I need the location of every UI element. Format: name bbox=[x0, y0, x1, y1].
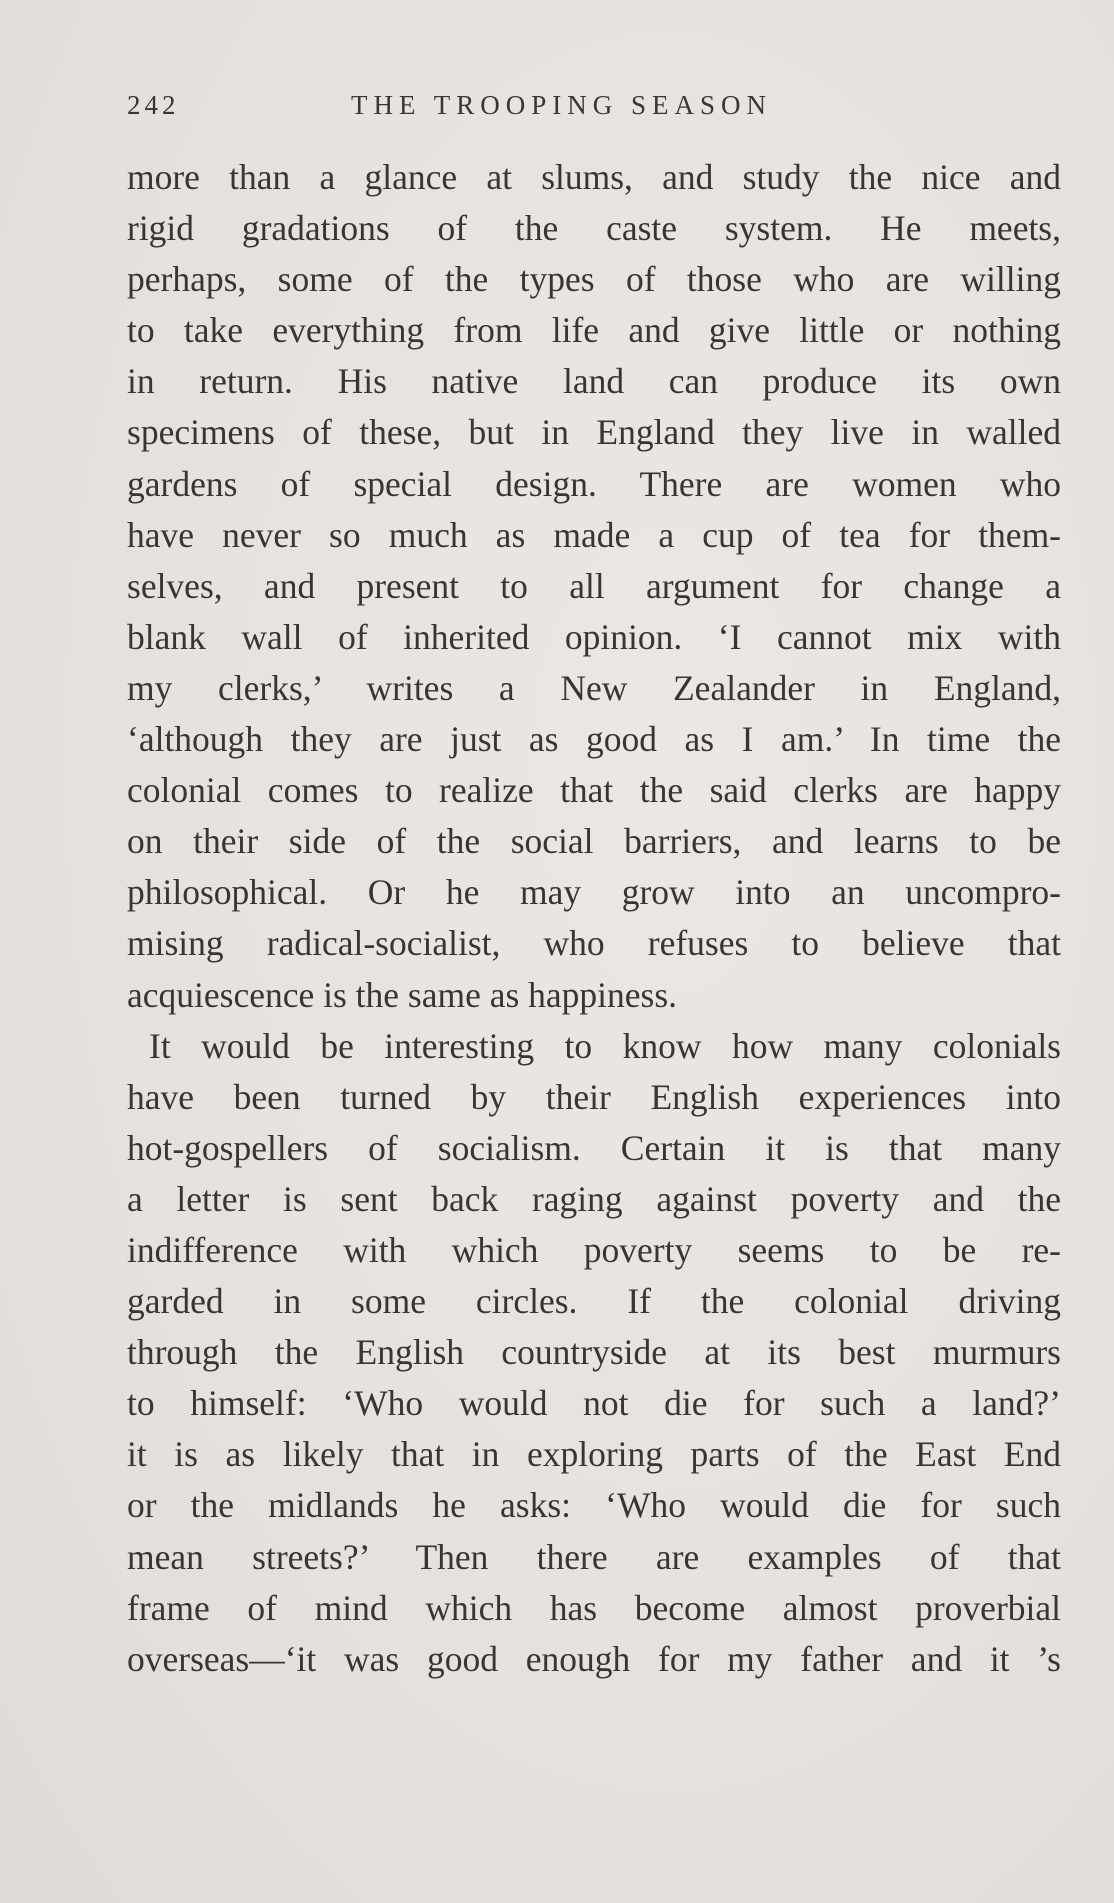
page-number: 242 bbox=[127, 90, 180, 120]
text-line: through the English countryside at its best murmurs bbox=[127, 1332, 1061, 1373]
text-line: to take everything from life and give little or nothing bbox=[127, 310, 1061, 351]
text-line: perhaps, some of the types of those who are willing bbox=[127, 259, 1061, 300]
text-line: or the midlands he asks: ‘Who would die for such bbox=[127, 1485, 1061, 1526]
text-line: mising radical-socialist, who refuses to believe that bbox=[127, 923, 1061, 964]
text-line: gardens of special design. There are women who bbox=[127, 463, 1061, 504]
text-line: blank wall of inherited opinion. ‘I cannot mix with bbox=[127, 616, 1061, 657]
paragraph-2 bbox=[127, 1021, 1061, 1685]
text-line: my clerks,’ writes a New Zealander in England, bbox=[127, 667, 1061, 708]
running-title: THE TROOPING SEASON bbox=[351, 90, 773, 120]
text-line: It would be interesting to know how many colonials bbox=[149, 1025, 1061, 1066]
text-line: have never so much as made a cup of tea for them- bbox=[127, 514, 1061, 555]
text-line: garded in some circles. If the colonial driving bbox=[127, 1281, 1061, 1322]
text-line: philosophical. Or he may grow into an uncompro- bbox=[127, 872, 1061, 913]
body-text bbox=[127, 152, 1061, 1685]
text-line: on their side of the social barriers, and learns to be bbox=[127, 821, 1061, 862]
text-line: ‘although they are just as good as I am.’ In time the bbox=[127, 719, 1061, 760]
text-line: in return. His native land can produce its own bbox=[127, 361, 1061, 402]
text-line: a letter is sent back raging against poverty and the bbox=[127, 1178, 1061, 1219]
text-line: colonial comes to realize that the said clerks are happy bbox=[127, 770, 1061, 811]
running-head bbox=[127, 85, 1061, 125]
text-line: have been turned by their English experiences into bbox=[127, 1076, 1061, 1117]
text-line: overseas—‘it was good enough for my father and it ’s bbox=[127, 1638, 1061, 1679]
text-line: selves, and present to all argument for change a bbox=[127, 565, 1061, 606]
paragraph-1 bbox=[127, 152, 1061, 1021]
text-line: more than a glance at slums, and study the nice and bbox=[127, 157, 1061, 197]
text-line: to himself: ‘Who would not die for such a land?’ bbox=[127, 1383, 1061, 1424]
text-line: specimens of these, but in England they live in walled bbox=[127, 412, 1061, 453]
text-line: rigid gradations of the caste system. He meets, bbox=[127, 208, 1061, 249]
text-line: it is as likely that in exploring parts of the East End bbox=[127, 1434, 1061, 1475]
text-line: acquiescence is the same as happiness. bbox=[127, 974, 678, 1015]
text-line: hot-gospellers of socialism. Certain it is that many bbox=[127, 1127, 1061, 1168]
text-line: frame of mind which has become almost proverbial bbox=[127, 1587, 1061, 1628]
text-line: indifference with which poverty seems to be re- bbox=[127, 1229, 1061, 1270]
text-line: mean streets?’ Then there are examples of that bbox=[127, 1536, 1061, 1577]
